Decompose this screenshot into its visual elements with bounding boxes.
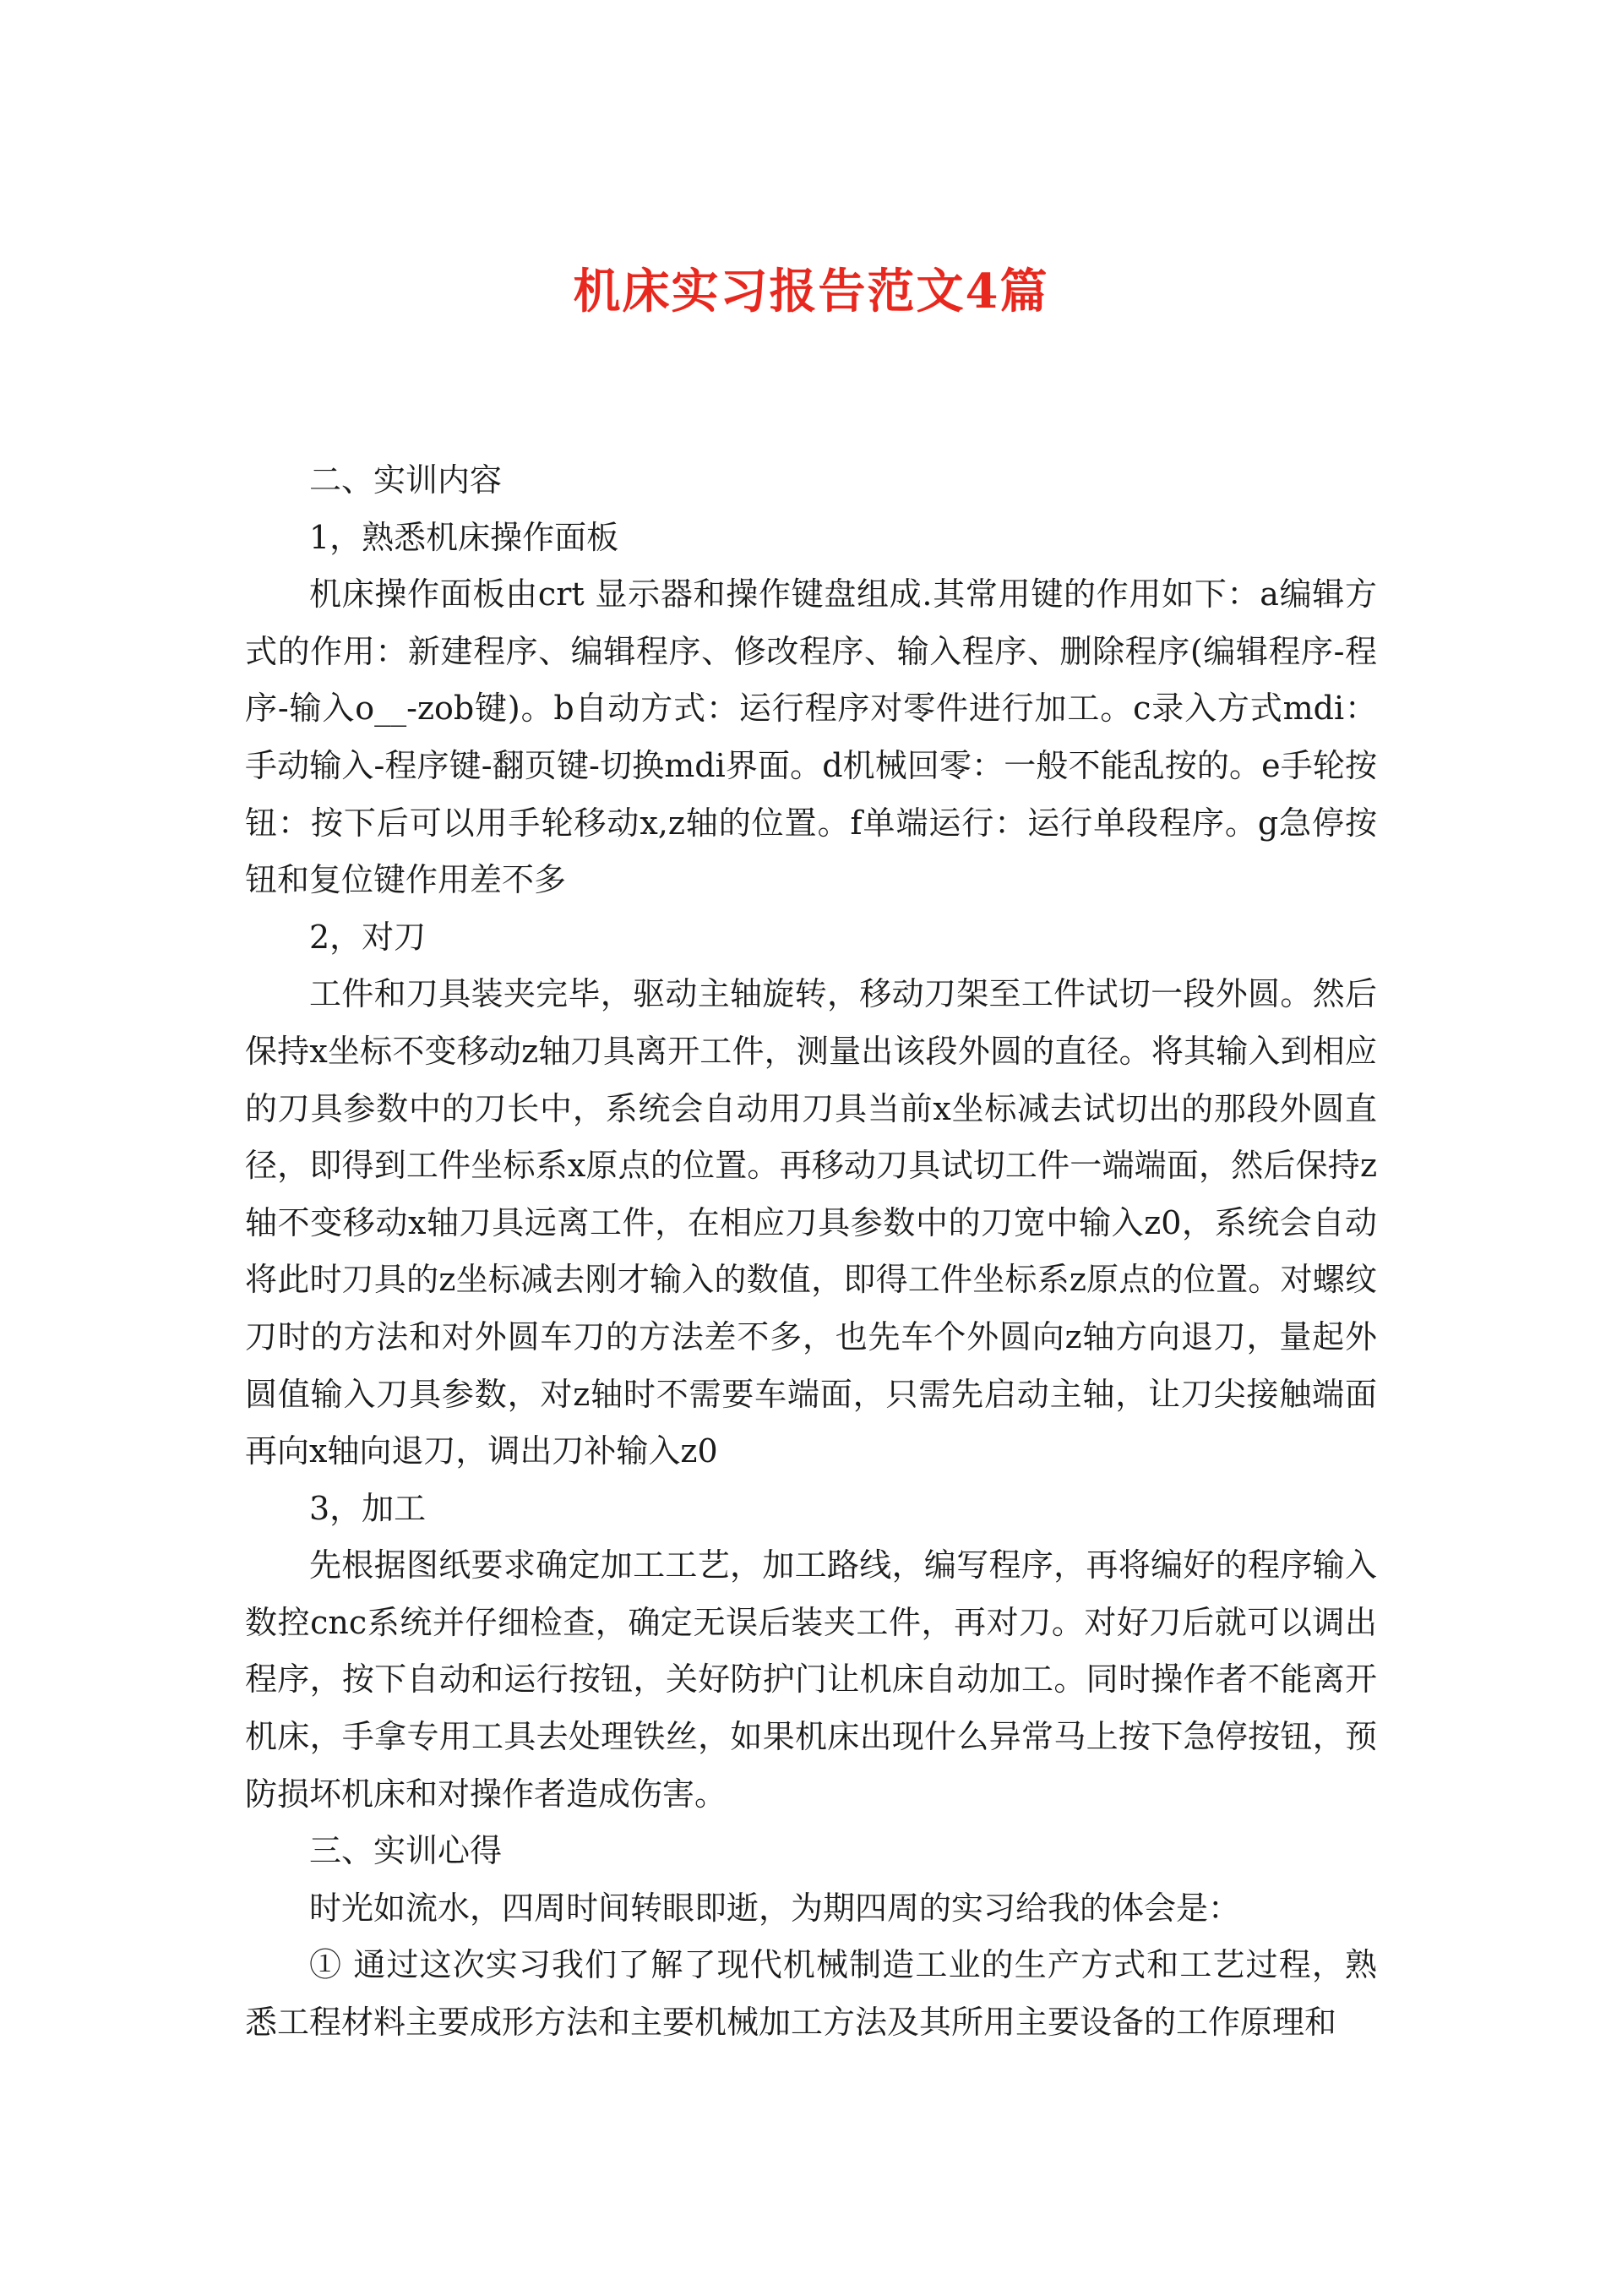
paragraph-experience-intro: 时光如流水，四周时间转眼即逝，为期四周的实习给我的体会是： <box>309 1889 1241 1927</box>
section-heading-training-content: 二、实训内容 <box>309 461 503 499</box>
paragraph-experience-point-1: ① 通过这次实习我们了解了现代机械制造工业的生产方式和工艺过程，熟悉工程材料主要成形方法和主要机械加工方法及其所用主要设备的工作原理和 <box>245 1946 1377 2042</box>
paragraph-tool-setting: 工件和刀具装夹完毕，驱动主轴旋转，移动刀架至工件试切一段外圆。然后保持x坐标不变移动z轴刀具离开工件，测量出该段外圆的直径。将其输入到相应的刀具参数中的刀长中，系统会自动用刀具当前x坐标减去试切出的那段外圆直径，即得到工件坐标系x原点的位置。再移动刀具试切工件一端端面，然后保持z轴不变移动x轴刀具远离工件，在相应刀具参数中的刀宽中输入z0，系统会自动将此时刀具的z坐标减去刚才输入的数值，即得工件坐标系z原点的位置。对螺纹刀时的方法和对外圆车刀的方法差不多，也先车个外圆向z轴方向退刀，量起外圆值输入刀具参数，对z轴时不需要车端面，只需先启动主轴，让刀尖接触端面再向x轴向退刀，调出刀补输入z0 <box>245 975 1377 1470</box>
section-heading-training-experience: 三、实训心得 <box>309 1832 503 1870</box>
subsection-heading-control-panel: 1，熟悉机床操作面板 <box>309 518 619 556</box>
subsection-heading-tool-setting: 2，对刀 <box>309 918 427 956</box>
subsection-heading-machining: 3，加工 <box>309 1489 427 1527</box>
document-body <box>245 452 1377 2052</box>
paragraph-control-panel: 机床操作面板由crt 显示器和操作键盘组成.其常用键的作用如下：a编辑方式的作用：新建程序、编辑程序、修改程序、输入程序、删除程序(编辑程序-程序-输入o__-zob键)。b自动方式：运行程序对零件进行加工。c录入方式mdi：手动输入-程序键-翻页键-切换mdi界面。d机械回零：一般不能乱按的。e手轮按钮：按下后可以用手轮移动x,z轴的位置。f单端运行：运行单段程序。g急停按钮和复位键作用差不多 <box>245 575 1377 899</box>
paragraph-machining: 先根据图纸要求确定加工工艺，加工路线，编写程序，再将编好的程序输入数控cnc系统并仔细检查，确定无误后装夹工件，再对刀。对好刀后就可以调出程序，按下自动和运行按钮，关好防护门让机床自动加工。同时操作者不能离开机床，手拿专用工具去处理铁丝，如果机床出现什么异常马上按下急停按钮，预防损坏机床和对操作者造成伤害。 <box>245 1546 1377 1813</box>
document-title: 机床实习报告范文4篇 <box>573 264 1049 319</box>
